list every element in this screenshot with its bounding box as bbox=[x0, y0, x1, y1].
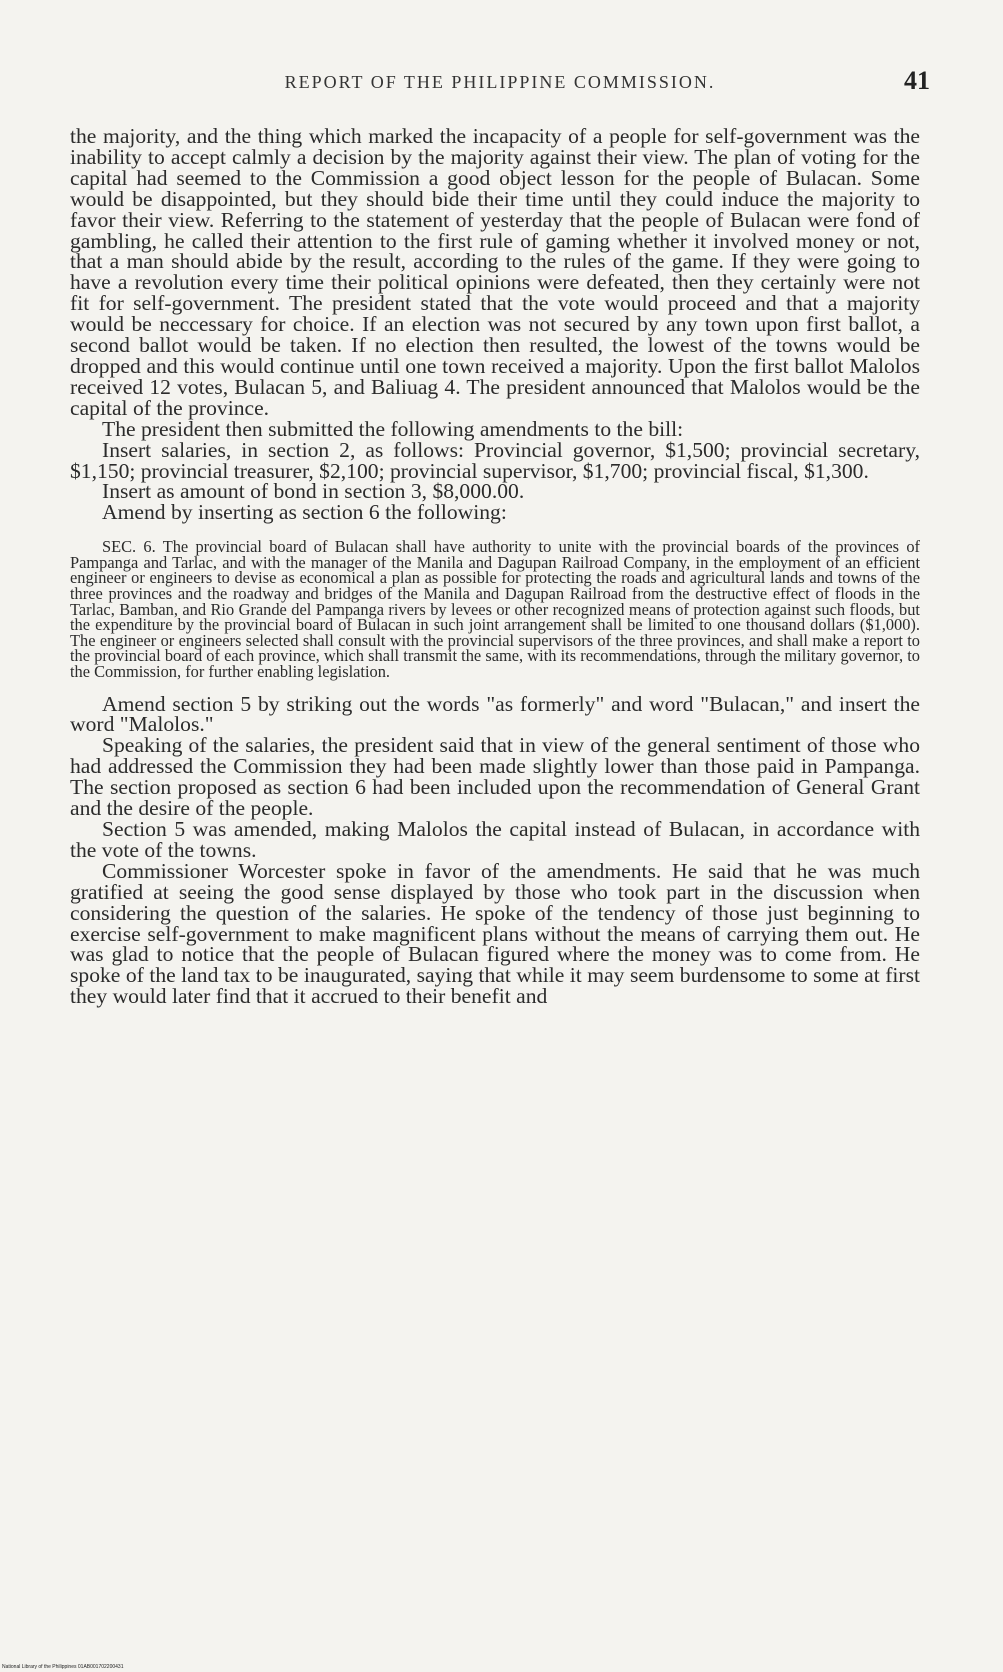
section-6-text: SEC. 6. The provincial board of Bulacan shall have authority to unite with the provincial boards of the provinces of Pampanga and Tarlac, and with the manager of the Manila and Dagupan Railroad Company, in the employment of an efficient engineer or engineers to devise as economical a plan as possible for protecting the roads and agricultural lands and towns of the three provinces and the roadway and bridges of the Manila and Dagupan Railroad from the destructive effect of floods in the Tarlac, Bamban, and Rio Grande del Pampanga rivers by levees or other recognized means of protection against such floods, but the expenditure by the provincial board of Bulacan in such joint arrangement shall be limited to one thousand dollars ($1,000). The engineer or engineers selected shall consult with the provincial supervisors of the three provinces, and shall make a report to the provincial board of each province, which shall transmit the same, with its recommendations, through the military governor, to the Commission, for further enabling legislation. bbox=[70, 537, 920, 681]
running-head: REPORT OF THE PHILIPPINE COMMISSION. bbox=[284, 72, 716, 92]
paragraph-section5-amend: Amend section 5 by striking out the words "as formerly" and word "Bulacan," and insert the word "Malolos." bbox=[70, 691, 920, 737]
paragraph-section6-intro: Amend by inserting as section 6 the following: bbox=[102, 500, 507, 525]
page-number: 41 bbox=[904, 66, 930, 95]
paragraph-section5-amended: Section 5 was amended, making Malolos the capital instead of Bulacan, in accordance with the vote of the towns. bbox=[70, 817, 920, 862]
paragraph-bond: Insert as amount of bond in section 3, $8,000.00. bbox=[102, 479, 525, 504]
page-header bbox=[70, 66, 930, 106]
scan-credit: National Library of the Philippines 01AB001702200431 bbox=[2, 1664, 124, 1670]
paragraph-salaries: Insert salaries, in section 2, as follows: Provincial governor, $1,500; provincial secretary, $1,150; provincial treasurer, $2,100; provincial supervisor, $1,700; provincial fiscal, $1,300. bbox=[70, 437, 920, 483]
paragraph-worcester: Commissioner Worcester spoke in favor of the amendments. He said that he was much gratified at seeing the good sense displayed by those who took part in the discussion when considering the question of the salaries. He spoke of the tendency of those just beginning to exercise self-government to make magnificent plans without the means of carrying them out. He was glad to notice that the people of Bulacan figured where the money was to come from. He spoke of the land tax to be inaugurated, saying that while it may seem burdensome to some at first they would later find that it accrued to their benefit and bbox=[70, 858, 920, 1009]
paragraph-salaries-discussion: Speaking of the salaries, the president said that in view of the general sentiment of those who had addressed the Commission they had been made slightly lower than those paid in Pampanga. The section proposed as section 6 had been included upon the recommendation of General Grant and the desire of the people. bbox=[70, 733, 920, 821]
paragraph-amendments-intro: The president then submitted the following amendments to the bill: bbox=[102, 416, 684, 441]
body-text bbox=[70, 126, 920, 1007]
paragraph-continued: the majority, and the thing which marked the incapacity of a people for self-government was the inability to accept calmly a decision by the majority against their view. The plan of voting for the capital had seemed to the Commission a good object lesson for the people of Bulacan. Some would be disappointed, but they should bide their time until they could induce the majority to favor their view. Referring to the statement of yesterday that the people of Bulacan were fond of gambling, he called their attention to the first rule of gaming whether it involved money or not, that a man should abide by the result, according to the rules of the game. If they were going to have a revolution every time their political opinions were defeated, then they certainly were not fit for self-government. The president stated that the vote would proceed and that a majority would be neccessary for choice. If an election was not secured by any town upon first ballot, a second ballot would be taken. If no election then resulted, the lowest of the towns would be dropped and this would continue until one town received a majority. Upon the first ballot Malolos received 12 votes, Bulacan 5, and Baliuag 4. The president announced that Malolos would be the capital of the province. bbox=[70, 124, 920, 420]
